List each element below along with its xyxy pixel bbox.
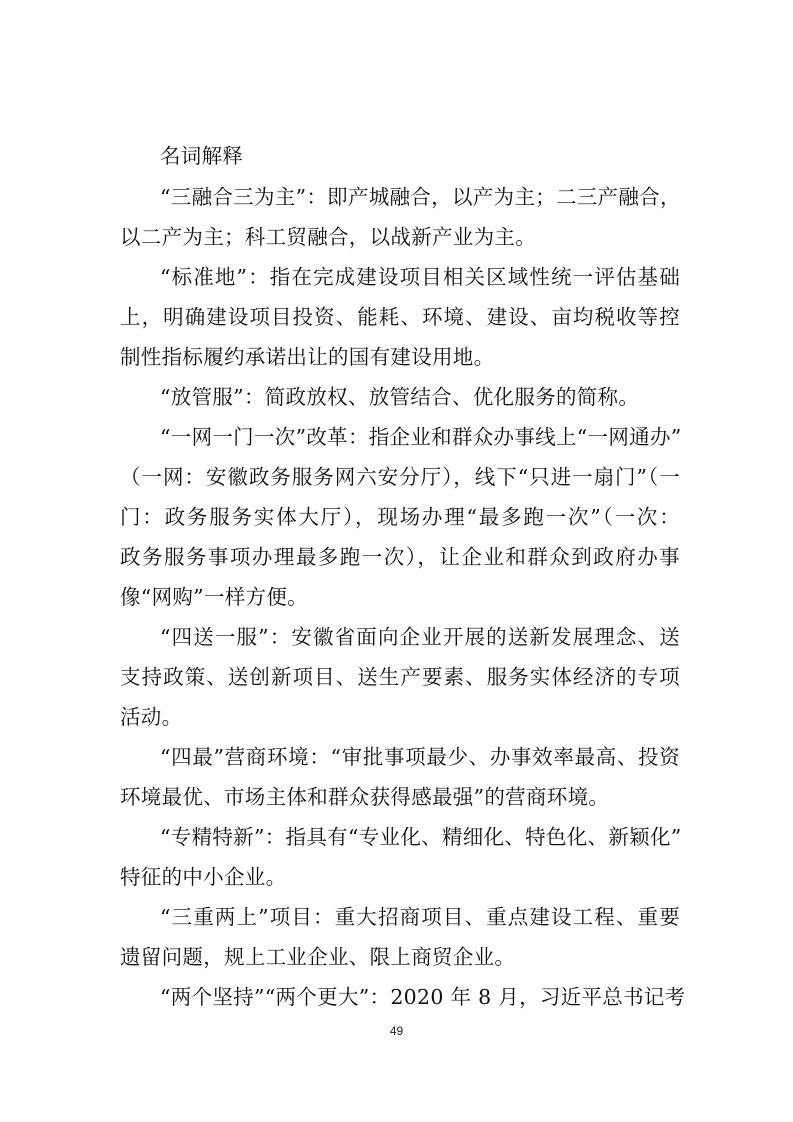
definition-line: “一网一门一次”改革：指企业和群众办事线上“一网通办” — [160, 425, 682, 449]
definition-line: 支持政策、送创新项目、送生产要素、服务实体经济的专项 — [120, 665, 680, 689]
definition-line: “四最”营商环境：“审批事项最少、办事效率最高、投资 — [160, 745, 680, 769]
definition-line: 制性指标履约承诺出让的国有建设用地。 — [120, 345, 495, 369]
definition-line: “三融合三为主”：即产城融合，以产为主；二三产融合， — [160, 185, 681, 209]
definition-line: 活动。 — [120, 705, 183, 729]
definition-line: 像“网购”一样方便。 — [120, 585, 308, 609]
definition-line: “标准地”：指在完成建设项目相关区域性统一评估基础 — [160, 265, 680, 289]
definition-line: （一网：安徽政务服务网六安分厅），线下“只进一扇门”（一 — [120, 465, 680, 489]
definition-line: “三重两上”项目：重大招商项目、重点建设工程、重要 — [160, 905, 680, 929]
definition-line: 政务服务事项办理最多跑一次），让企业和群众到政府办事 — [120, 545, 680, 569]
definition-line: “四送一服”：安徽省面向企业开展的送新发展理念、送 — [160, 625, 680, 649]
definition-line: 环境最优、市场主体和群众获得感最强”的营商环境。 — [120, 785, 610, 809]
definition-line: 以二产为主；科工贸融合，以战新产业为主。 — [120, 225, 536, 249]
definition-line: “放管服”：简政放权、放管结合、优化服务的简称。 — [160, 385, 640, 409]
definition-line: “两个坚持”“两个更大”：2020 年 8 月，习近平总书记考 — [160, 985, 686, 1009]
page-number: 49 — [389, 1024, 404, 1038]
definition-line: 遗留问题，规上工业企业、限上商贸企业。 — [120, 945, 516, 969]
definition-line: 特征的中小企业。 — [120, 865, 287, 889]
section-heading: 名词解释 — [160, 144, 244, 168]
definition-line: “专精特新”：指具有“专业化、精细化、特色化、新颖化” — [160, 825, 682, 849]
definition-line: 上，明确建设项目投资、能耗、环境、建设、亩均税收等控 — [120, 305, 680, 329]
definition-line: 门：政务服务实体大厅），现场办理“最多跑一次”（一次： — [120, 505, 680, 529]
